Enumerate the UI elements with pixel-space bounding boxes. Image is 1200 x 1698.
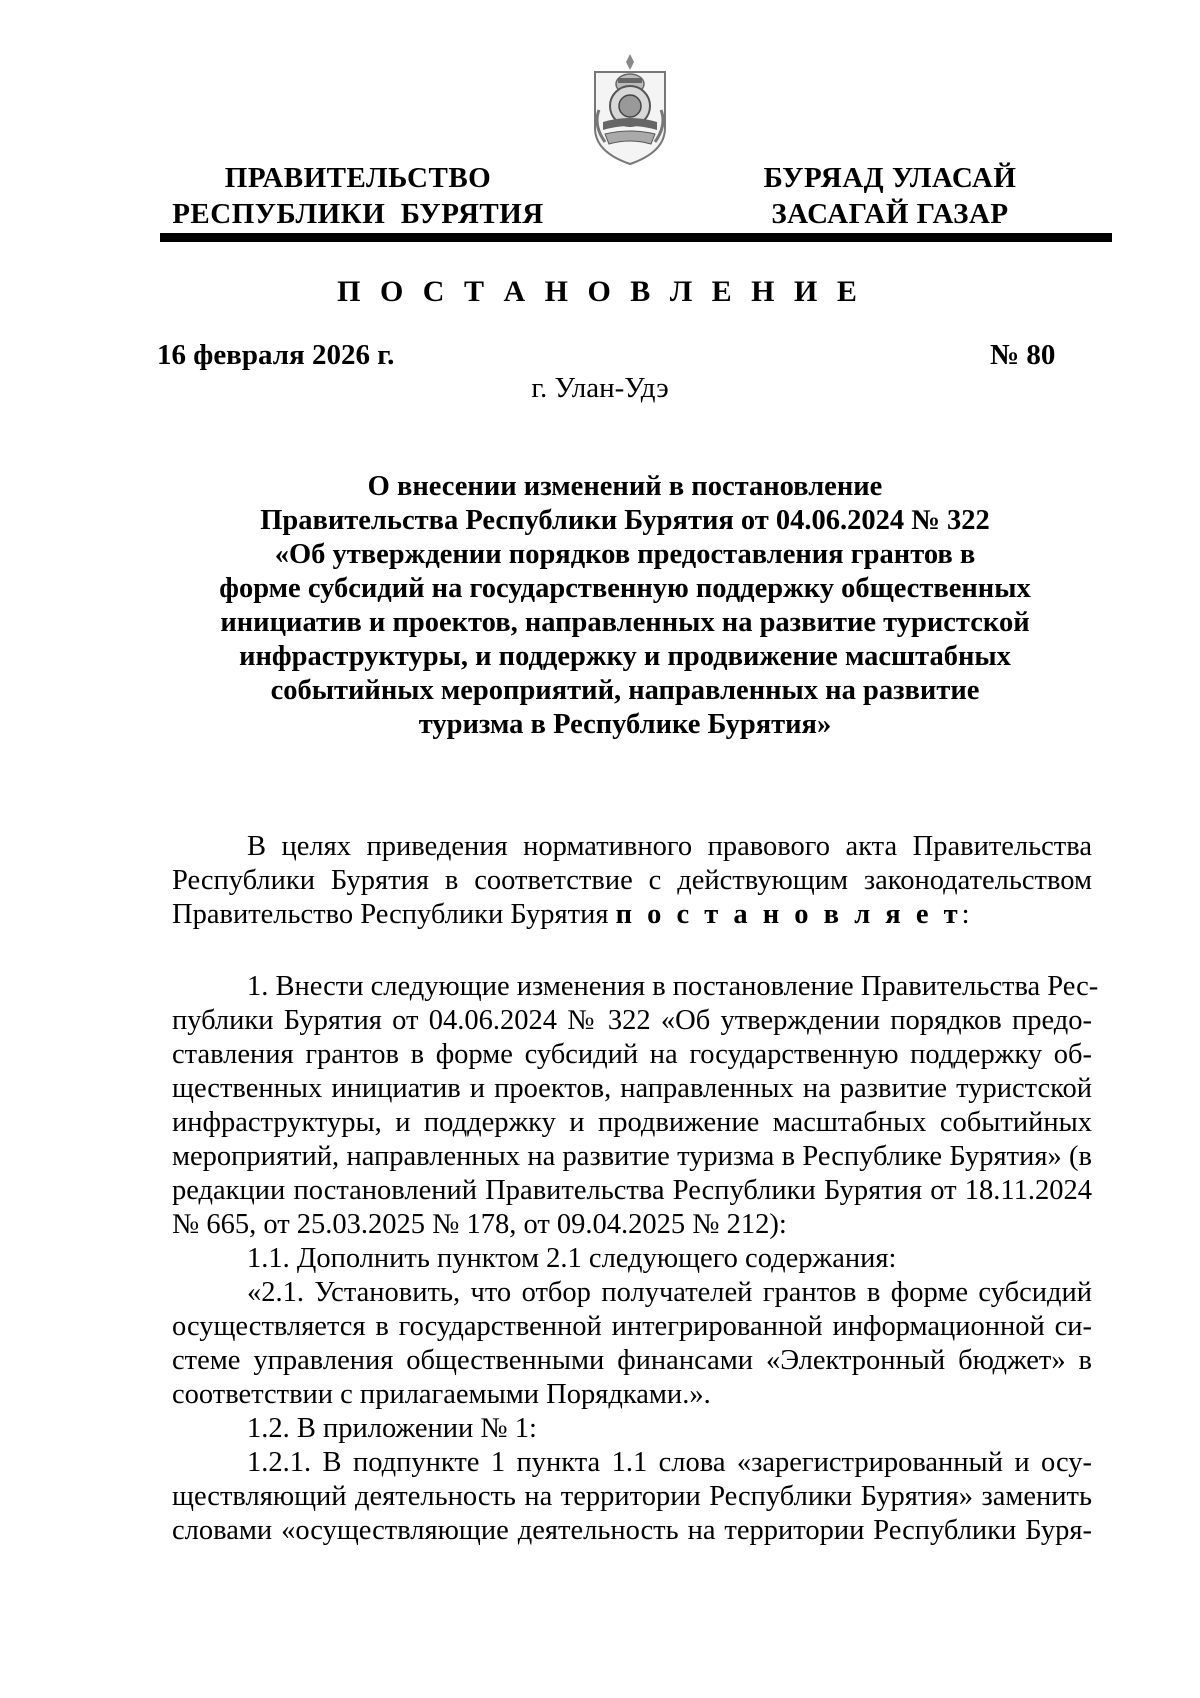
- title-line: «Об утверждении порядков предоставления грантов в: [274, 539, 976, 570]
- header-divider: [160, 233, 1112, 242]
- government-name-ru-line1: ПРАВИТЕЛЬСТВО: [224, 162, 492, 194]
- coat-of-arms-icon: [585, 50, 675, 170]
- resolves-word: п о с т а н о в л я е т: [615, 899, 962, 930]
- body-line: ставления грантов в форме субсидий на государственную поддержку об-: [172, 1039, 1092, 1070]
- title-line: событийных мероприятий, направленных на развитие: [270, 675, 980, 706]
- body-line: № 665, от 25.03.2025 № 178, от 09.04.2025 № 212):: [172, 1209, 787, 1240]
- government-name-bua: [740, 160, 1040, 232]
- title-line: инициатив и проектов, направленных на развитие туристской: [220, 607, 1030, 638]
- body-line: соответствии с прилагаемыми Порядками.».: [172, 1379, 711, 1410]
- preamble-text: Правительство Республики Бурятия: [172, 899, 609, 930]
- body-line: 1.2. В приложении № 1:: [247, 1413, 537, 1444]
- preamble-line: В целях приведения нормативного правового акта Правительства: [247, 831, 1092, 862]
- body-line: щественных инициатив и проектов, направленных на развитие туристской: [172, 1073, 1092, 1104]
- title-line: Правительства Республики Бурятия от 04.06.2024 № 322: [260, 505, 990, 536]
- body-line: 1. Внести следующие изменения в постановление Правительства Рес-: [247, 971, 1099, 1002]
- resolution-body: [172, 970, 1099, 1548]
- body-line: ществляющий деятельность на территории Республики Бурятия» заменить: [172, 1481, 1092, 1512]
- body-line: словами «осуществляющие деятельность на территории Республики Буря-: [172, 1515, 1092, 1546]
- government-name-bua-line2: ЗАСАГАЙ ГАЗАР: [771, 198, 1009, 230]
- document-title: [200, 470, 1050, 742]
- body-line: мероприятий, направленных на развитие туризма в Республике Бурятия» (в: [172, 1141, 1092, 1172]
- government-name-ru: [168, 160, 548, 232]
- preamble-colon: :: [961, 899, 970, 930]
- preamble-line: Республики Бурятия в соответствие с действующим законодательством: [172, 865, 1092, 896]
- government-name-ru-line2: РЕСПУБЛИКИ БУРЯТИЯ: [172, 198, 544, 230]
- body-line: инфраструктуры, и поддержку и продвижение масштабных событийных: [172, 1107, 1092, 1138]
- preamble-line-final: [172, 898, 1092, 932]
- body-line: «2.1. Установить, что отбор получателей грантов в форме субсидий: [247, 1277, 1092, 1308]
- title-line: инфраструктуры, и поддержку и продвижение масштабных: [239, 641, 1011, 672]
- body-line: публики Бурятия от 04.06.2024 № 322 «Об утверждении порядков предо-: [172, 1005, 1092, 1036]
- body-line: редакции постановлений Правительства Республики Бурятия от 18.11.2024: [172, 1175, 1092, 1206]
- document-type: П О С Т А Н О В Л Е Н И Е: [337, 275, 863, 308]
- government-name-bua-line1: БУРЯАД УЛАСАЙ: [763, 162, 1017, 194]
- body-line: стеме управления общественными финансами «Электронный бюджет» в: [172, 1345, 1092, 1376]
- preamble-paragraph: [172, 830, 1092, 932]
- document-city: г. Улан-Удэ: [531, 372, 669, 404]
- body-line: 1.2.1. В подпункте 1 пункта 1.1 слова «зарегистрированный и осу-: [247, 1447, 1092, 1478]
- document-number: № 80: [990, 339, 1056, 371]
- title-line: форме субсидий на государственную поддержку общественных: [219, 573, 1031, 604]
- body-line: осуществляется в государственной интегрированной информационной си-: [172, 1311, 1092, 1342]
- document-date: 16 февраля 2026 г.: [157, 339, 395, 371]
- title-line: туризма в Республике Бурятия»: [418, 709, 832, 740]
- body-line: 1.1. Дополнить пунктом 2.1 следующего содержания:: [247, 1243, 897, 1274]
- title-line: О внесении изменений в постановление: [367, 471, 883, 502]
